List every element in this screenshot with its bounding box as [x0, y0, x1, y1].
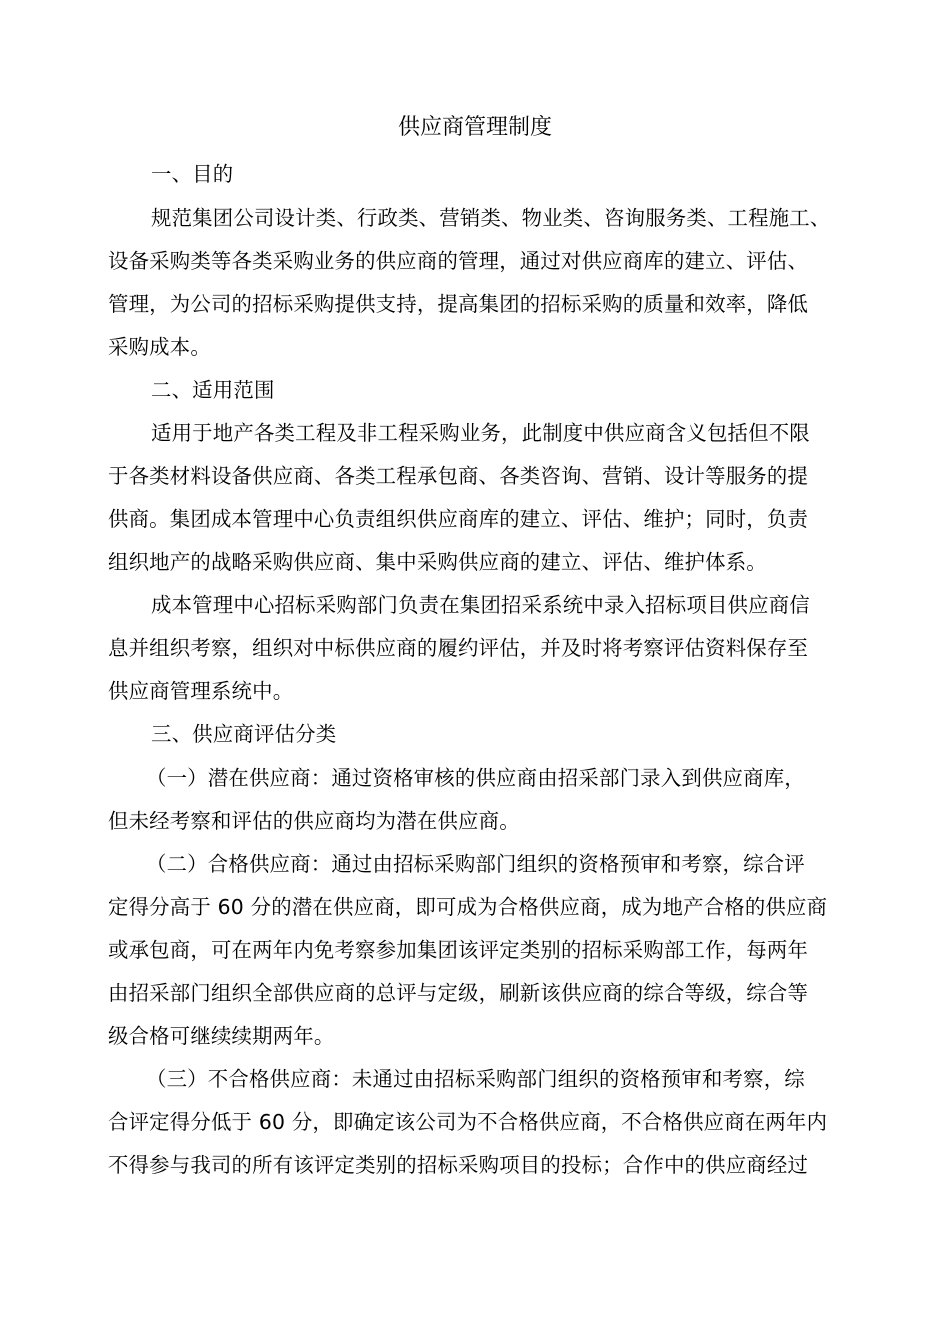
paragraph-line: 定得分高于 60 分的潜在供应商，即可成为合格供应商，成为地产合格的供应商 [108, 895, 828, 919]
document-title: 供应商管理制度 [397, 115, 552, 140]
paragraph-line: 息并组织考察，组织对中标供应商的履约评估，并及时将考察评估资料保存至 [108, 636, 809, 660]
paragraph-line: 合评定得分低于 60 分，即确定该公司为不合格供应商，不合格供应商在两年内 [108, 1110, 828, 1134]
paragraph-line: （二）合格供应商：通过由招标采购部门组织的资格预审和考察，综合评 [146, 852, 805, 876]
section-heading-classification: 三、供应商评估分类 [151, 722, 337, 746]
paragraph-line: （三）不合格供应商：未通过由招标采购部门组织的资格预审和考察，综 [146, 1067, 805, 1091]
paragraph-line: 规范集团公司设计类、行政类、营销类、物业类、咨询服务类、工程施工、 [151, 206, 831, 230]
paragraph-line: （一）潜在供应商：通过资格审核的供应商由招采部门录入到供应商库， [146, 766, 805, 790]
section-heading-purpose: 一、目的 [151, 162, 234, 186]
paragraph-line: 于各类材料设备供应商、各类工程承包商、各类咨询、营销、设计等服务的提 [108, 464, 809, 488]
paragraph-line: 供商。集团成本管理中心负责组织供应商库的建立、评估、维护；同时，负责 [108, 507, 809, 531]
paragraph-line: 但未经考察和评估的供应商均为潜在供应商。 [108, 809, 520, 833]
paragraph-line: 适用于地产各类工程及非工程采购业务，此制度中供应商含义包括但不限 [151, 421, 810, 445]
paragraph-line: 成本管理中心招标采购部门负责在集团招采系统中录入招标项目供应商信 [151, 593, 810, 617]
paragraph-line: 或承包商，可在两年内免考察参加集团该评定类别的招标采购部工作，每两年 [108, 938, 809, 962]
paragraph-line: 设备采购类等各类采购业务的供应商的管理，通过对供应商库的建立、评估、 [108, 249, 809, 273]
paragraph-line: 由招采部门组织全部供应商的总评与定级，刷新该供应商的综合等级，综合等 [108, 981, 809, 1005]
paragraph-line: 不得参与我司的所有该评定类别的招标采购项目的投标；合作中的供应商经过 [108, 1153, 809, 1177]
paragraph-line: 采购成本。 [108, 335, 211, 359]
paragraph-line: 管理，为公司的招标采购提供支持，提高集团的招标采购的质量和效率，降低 [108, 292, 809, 316]
paragraph-line: 供应商管理系统中。 [108, 679, 294, 703]
paragraph-line: 组织地产的战略采购供应商、集中采购供应商的建立、评估、维护体系。 [108, 550, 767, 574]
section-heading-scope: 二、适用范围 [151, 378, 275, 402]
paragraph-line: 级合格可继续续期两年。 [108, 1024, 335, 1048]
